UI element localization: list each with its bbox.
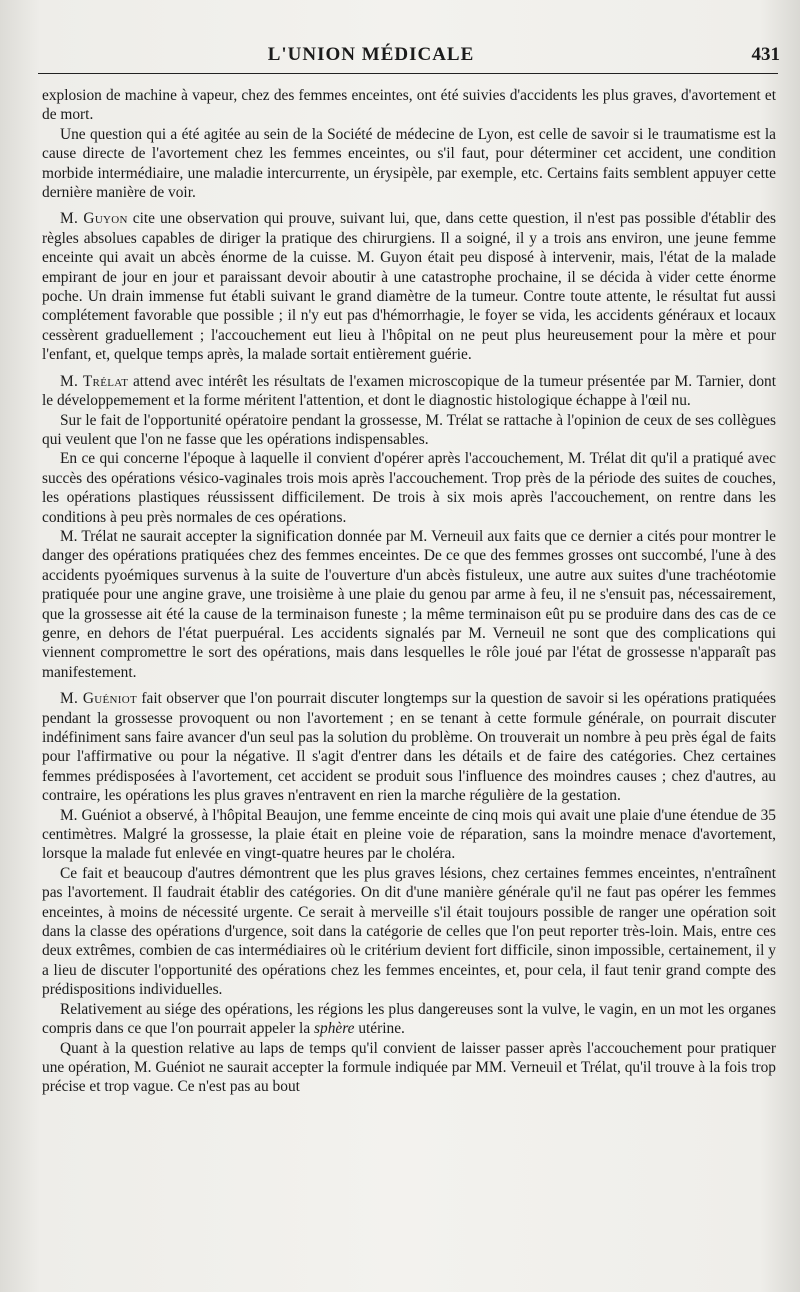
- paragraph: Relativement au siége des opérations, les régions les plus dangereuses sont la vulve, le vagin, en un mot les organes compris dans ce que l'on pourrait appeler la sphère utérine.: [42, 1000, 776, 1038]
- paragraph: M. Trélat attend avec intérêt les résultats de l'examen microscopique de la tumeur présentée par M. Tarnier, dont le développemement et la forme méritent l'attention, et dont le diagnostic histologique échappe à l'œil nu.: [42, 372, 776, 410]
- paragraph: M. Guéniot a observé, à l'hôpital Beaujon, une femme enceinte de cinq mois qui avait une plaie d'une étendue de 35 centimètres. Malgré la grossesse, la plaie était en pleine voie de réparation, sans la moindre menace d'avortement, lorsque la malade fut enlevée en vingt-quatre heures par le choléra.: [42, 806, 776, 863]
- paragraph: En ce qui concerne l'époque à laquelle il convient d'opérer après l'accouchement, M. Trélat dit qu'il a pratiqué avec succès des opérations vésico-vaginales trois mois après l'accouchement. Trop près de la période des suites de couches, les opérations plastiques réussissent difficilement. De trois à six mois après l'accouchement, on rentre dans les conditions à peu près normales de ces opérations.: [42, 450, 776, 526]
- speaker-name: M. Trélat: [60, 372, 129, 390]
- page-header: [40, 44, 780, 72]
- speaker-name: M. Guéniot: [60, 690, 137, 708]
- paragraph: Une question qui a été agitée au sein de la Société de médecine de Lyon, est celle de savoir si le traumatisme est la cause directe de l'avortement chez les femmes enceintes, ou s'il faut, pour déterminer cet accident, une condition morbide intermédiaire, une maladie intercurrente, un érysipèle, par exemple, etc. Certains faits semblent appuyer cette dernière manière de voir.: [42, 125, 776, 202]
- paragraph: M. Guyon cite une observation qui prouve, suivant lui, que, dans cette question, il n'est pas possible d'établir des règles absolues capables de diriger la pratique des chirurgiens. Il a soigné, il y a trois ans environ, une jeune femme enceinte qui avait un abcès énorme de la cuisse. M. Guyon était peu disposé à intervenir, mais, l'état de la malade empirant de jour en jour et paraissant devoir aboutir à une catastrophe prochaine, il se décida à vider cette énorme poche. Un drain immense fut établi suivant le grand diamètre de la tumeur. Contre toute attente, le résultat fut aussi complétement favorable que possible ; il n'y eut pas d'hémorrhagie, le foyer se vida, les accidents généraux et locaux cessèrent graduellement ; l'accouchement eut lieu à l'hôpital on ne peut plus heureusement pour la mère et pour l'enfant, et, quelque temps après, la malade sortait entièrement guérie.: [42, 210, 776, 364]
- article-body: [42, 86, 776, 1097]
- paragraph: Quant à la question relative au laps de temps qu'il convient de laisser passer après l'accouchement pour pratiquer une opération, M. Guéniot ne saurait accepter la formule indiquée par MM. Verneuil et Trélat, qu'il trouve à la fois trop précise et trop vague. Ce n'est pas au bout: [42, 1039, 776, 1096]
- header-rule: [38, 73, 778, 74]
- paragraph: explosion de machine à vapeur, chez des femmes enceintes, ont été suivies d'accidents les plus graves, d'avortement et de mort.: [42, 87, 776, 124]
- paragraph: M. Trélat ne saurait accepter la signification donnée par M. Verneuil aux faits que ce dernier a cités pour montrer le danger des opérations pratiquées chez des femmes enceintes. De ce que des femmes grosses ont succombé, l'une à des accidents pyoémiques survenus à la suite de l'ouverture d'un abcès fistuleux, une autre aux suites d'une trachéotomie pratiquée pour une angine grave, une troisième à une plaie du genou par arme à feu, il ne s'ensuit pas, nécessairement, que la grossesse ait été la cause de la terminaison funeste ; la même terminaison eût pu se produire dans des cas de ce genre, en dehors de l'état puerpuéral. Les accidents signalés par M. Verneuil ne sont que des complications qui viennent compromettre le sort des opérations, mais dans lesquelles le rôle joué par l'état de grossesse n'apparaît pas manifestement.: [42, 527, 776, 681]
- paragraph: Ce fait et beaucoup d'autres démontrent que les plus graves lésions, chez certaines femmes enceintes, n'entraînent pas l'avortement. Il faudrait établir des catégories. On dit d'une manière générale qu'il ne faut pas opérer les femmes enceintes, à moins de nécessité urgente. Ce serait à merveille s'il était toujours possible de ranger une opération soit dans la classe des opérations d'urgence, soit dans la catégorie de celles que l'on peut reporter très-loin. Mais, entre ces deux extrêmes, combien de cas intermédiaires où le critérium devient fort difficile, sinon impossible, certainement, il y a lieu de discuter l'opportunité des opérations chez les femmes enceintes, et, pour cela, il faut tenir grand compte des prédispositions individuelles.: [42, 864, 776, 999]
- running-title: L'UNION MÉDICALE: [267, 44, 475, 65]
- speaker-name: M. Guyon: [60, 210, 128, 228]
- emphasis: sphère: [314, 1020, 355, 1038]
- page-number: 431: [751, 44, 780, 65]
- paragraph: M. Guéniot fait observer que l'on pourrait discuter longtemps sur la question de savoir si les opérations pratiquées pendant la grossesse provoquent ou non l'avortement ; en se tenant à cette formule générale, on pourrait discuter indéfiniment sans faire avancer d'un seul pas la solution du problème. On trouverait un nombre à peu près égal de faits pour l'affirmative ou pour la négative. Il s'agit d'entrer dans les détails et de faire des catégories. Chez certaines femmes prédisposées à l'avortement, cet accident se produit sous l'influence des moindres causes ; chez d'autres, au contraire, les opérations les plus graves n'entravent en rien la marche régulière de la gestation.: [42, 690, 776, 805]
- paragraph: Sur le fait de l'opportunité opératoire pendant la grossesse, M. Trélat se rattache à l'opinion de ceux de ses collègues qui veulent que l'on ne fasse que les opérations indispensables.: [42, 411, 776, 448]
